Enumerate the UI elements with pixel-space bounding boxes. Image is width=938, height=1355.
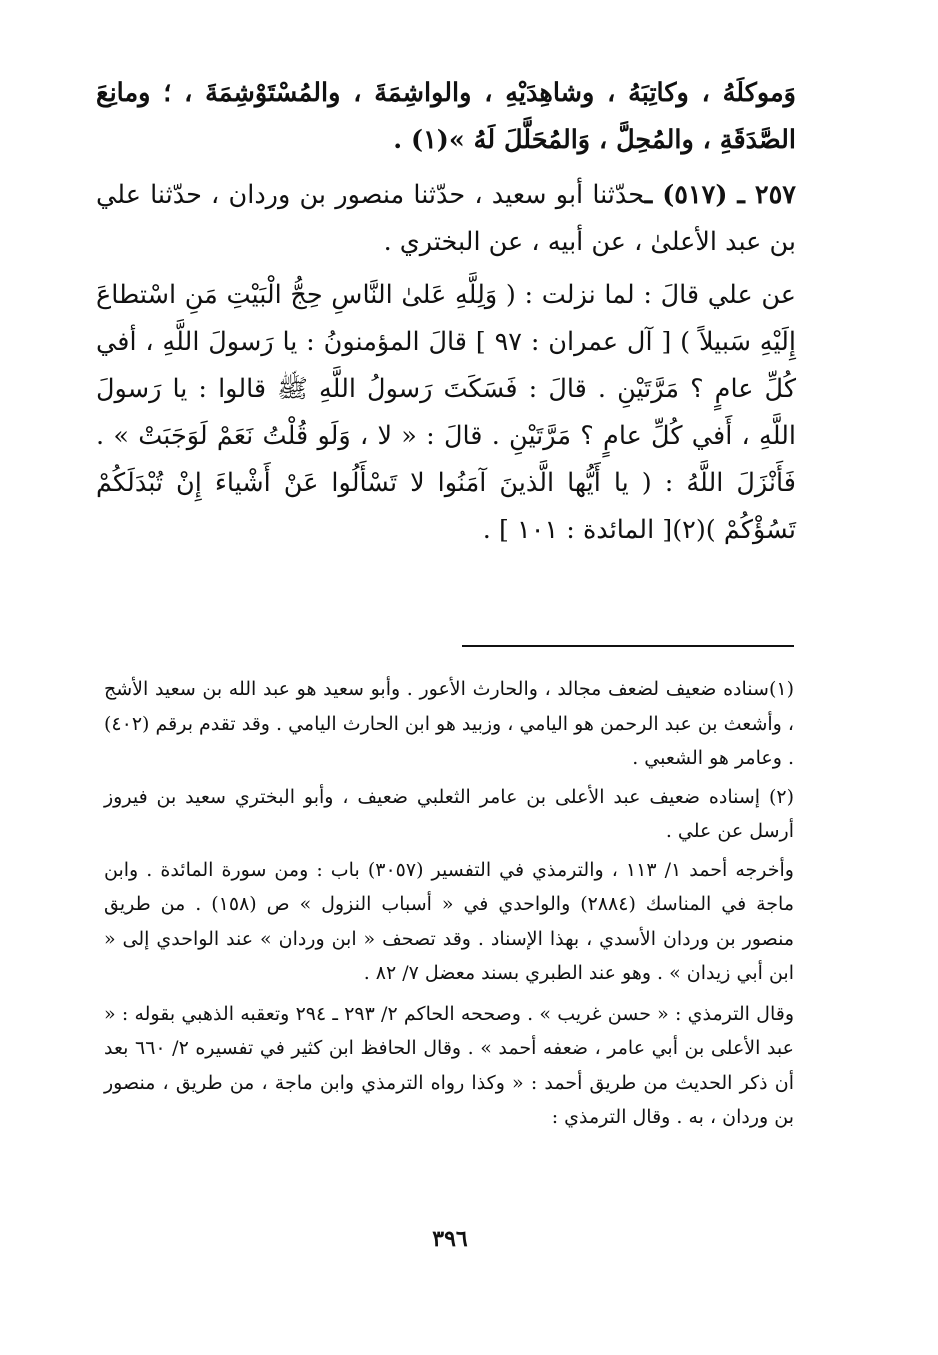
footnote-2: (٢) إسناده ضعيف عبد الأعلى بن عامر الثعلبي ضعيف ، وأبو البختري سعيد بن فيروز أرسل عن علي .: [104, 785, 794, 842]
hadith-number: ٢٥٧ ـ (٥١٧) ـ: [644, 180, 796, 210]
footnote-separator: [462, 645, 794, 647]
main-text: [96, 70, 796, 554]
hadith-matn: عن علي قالَ : لما نزلت : ( وَلِلَّهِ عَلىٰ النَّاسِ حِجُّ الْبَيْتِ مَنِ اسْتطاعَ إِلَيْهِ سَبيلاً ) [ آل عمران : ٩٧ ] قالَ المؤمنونُ : يا رَسولَ اللَّهِ ، أفي كُلِّ عامٍ ؟ مَرَّتَيْنِ . قالَ : فَسَكَتَ رَسولُ اللَّهِ ﷺ قالوا : يا رَسولَ اللَّهِ ، أَفي كُلِّ عامٍ ؟ مَرَّتَيْنِ . قالَ : « لا ، وَلَو قُلْتُ نَعَمْ لَوَجَبَتْ » . فَأَنْزَلَ اللَّهُ : ( يا أَيُّها الَّذينَ آمَنُوا لا تَسْأَلُوا عَنْ أَشْياءَ إِنْ تُبْدَلَكُمْ تَسُؤْكُمْ )(٢)[ المائدة : ١٠١ ] .: [96, 280, 796, 545]
hadith-chain: حدّثنا أبو سعيد ، حدّثنا منصور بن وردان ، حدّثنا علي بن عبد الأعلىٰ ، عن أبيه ، عن البختري .: [96, 180, 796, 257]
footnote-2-tirmidhi: وقال الترمذي : « حسن غريب » . وصححه الحاكم ٢/ ٢٩٣ ـ ٢٩٤ وتعقبه الذهبي بقوله : « عبد الأعلى بن أبي عامر ، ضعفه أحمد » . وقال الحافظ ابن كثير في تفسيره ٢/ ٦٦٠ بعد أن ذكر الحديث من طريق أحمد : « وكذا رواه الترمذي وابن ماجة ، من طريق ، منصور بن وردان ، به . وقال الترمذي :: [104, 1002, 794, 1128]
hadith-continuation: وَموكلَهُ ، وكاتِبَهُ ، وشاهِدَيْهِ ، والواشِمَةَ ، والمُسْتَوْشِمَةَ ، ؛ ومانِعَ الصَّدَقَةِ ، والمُحِلَّ ، وَالمُحَلَّلَ لَهُ »(١) .: [96, 78, 796, 155]
page-number: ٣٩٦: [432, 1226, 468, 1252]
hadith-isnad: [96, 172, 796, 266]
footnotes: [104, 672, 794, 1139]
footnote-1: (١)سناده ضعيف لضعف مجالد ، والحارث الأعور . وأبو سعيد هو عبد الله بن سعيد الأشج ، وأشعث بن عبد الرحمن هو اليامي ، وزبيد هو ابن الحارث اليامي . وقد تقدم برقم (٤٠٢) . وعامر هو الشعبي .: [104, 678, 794, 769]
footnote-2-takhrij: وأخرجه أحمد ١/ ١١٣ ، والترمذي في التفسير (٣٠٥٧) باب : ومن سورة المائدة . وابن ماجة في المناسك (٢٨٨٤) والواحدي في « أسباب النزول » ص (١٥٨) . من طريق منصور بن وردان الأسدي ، بهذا الإسناد . وقد تصحف « ابن وردان » عند الواحدي إلى « ابن أبي زيدان » . وهو عند الطبري بسند معضل ٧/ ٨٢ .: [104, 858, 795, 984]
